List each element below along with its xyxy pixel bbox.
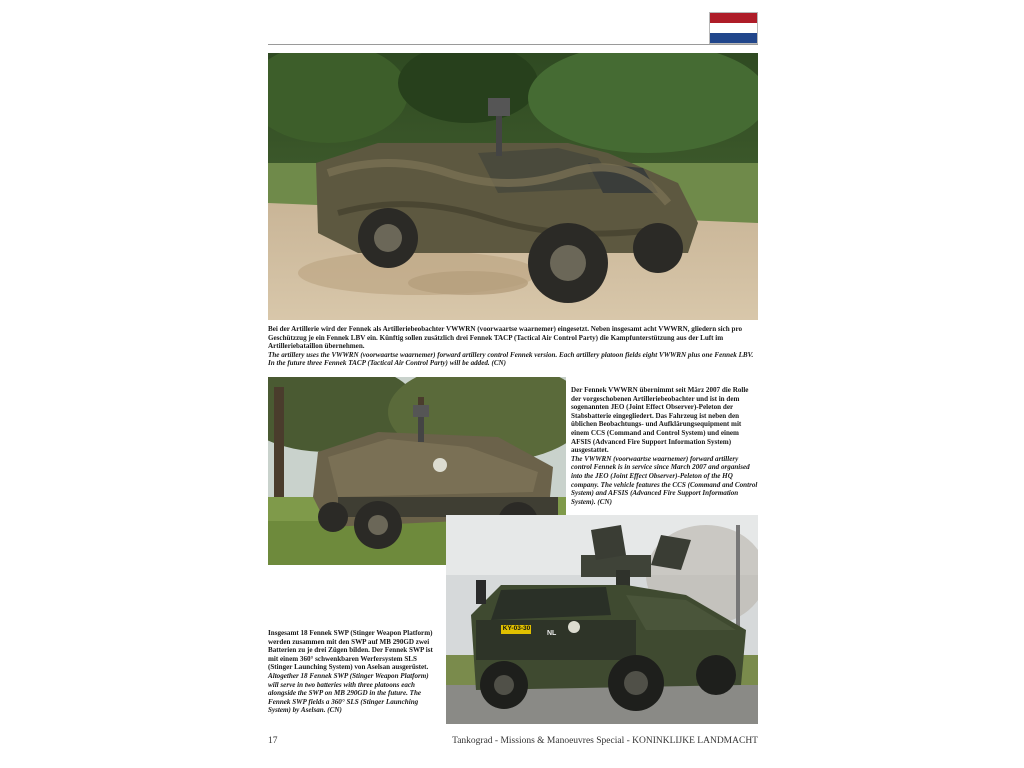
caption-bottom <box>268 629 440 715</box>
flag-netherlands-icon <box>709 12 758 44</box>
caption-bottom-english: Altogether 18 Fennek SWP (Stinger Weapon Platform) will serve in two batteries with three platoons each alongside the SWP on MB 290GD in the future. The Fennek SWP fields a 360° SLS (Stinger Launching System) by Aselsan. (CN) <box>268 671 429 715</box>
photo-fennek-vwwrn-driving <box>268 53 758 320</box>
page-number: 17 <box>268 736 278 746</box>
caption-middle <box>571 386 758 506</box>
license-plate: KY-03-30 <box>502 625 531 632</box>
caption-middle-german: Der Fennek VWWRN übernimmt seit März 2007 die Rolle der vorgeschobenen Artilleriebeobachter und ist in dem sogenannten JEO (Joint Effect Observer)-Peleton der Stabsbatterie eingegliedert. Das Fahrzeug ist neben den üblichen Beobachtungs- und Aufklärungsequipment mit einem CCS (Command and Control System) und einem AFSIS (Advanced Fire Support Information System) ausgestattet. <box>571 386 749 455</box>
caption-middle-english: The VWWRN (voorwaartse waarnemer) forward artillery control Fennek is in service since March 2007 and organised into the JEO (Joint Effect Observer)-Peleton of the HQ company. The vehicle features the CCS (Command and Control System) and AFSIS (Advanced Fire Support Information System). (CN) <box>571 454 758 506</box>
header-rule <box>268 44 758 45</box>
footer-title: Tankograd - Missions & Manoeuvres Special - KONINKLIJKE LANDMACHT <box>452 736 758 746</box>
caption-top-german: Bei der Artillerie wird der Fennek als Artilleriebeobachter VWWRN (voorwaartse waarnemer) eingesetzt. Neben insgesamt acht VWWRN, gliedern sich pro Geschützzug je ein Fennek LBV ein. Künftig sollen zusätzlich drei Fennek TACP (Tactical Air Control Party) die Kampfunterstützung aus der Luft im Artilleriebataillon übernehmen. <box>268 325 743 351</box>
photo-fennek-swp <box>446 515 758 724</box>
caption-top <box>268 325 758 368</box>
caption-top-english: The artillery uses the VWWRN (voorwaartse waarnemer) forward artillery control Fennek version. Each artillery platoon fields eight VWWRN plus one Fennek LBV. In the future three Fennek TACP (Tactical Air Control Party) will be added. (CN) <box>268 350 754 368</box>
country-marker: NL <box>547 630 557 637</box>
caption-bottom-german: Insgesamt 18 Fennek SWP (Stinger Weapon Platform) werden zusammen mit den SWP auf MB 290GD zwei Batterien zu je drei Zügen bilden. Der Fennek SWP ist mit einem 360° schwenkbaren Werfersystem SLS (Stinger Launching System) von Aselsan ausgerüstet. <box>268 629 433 672</box>
